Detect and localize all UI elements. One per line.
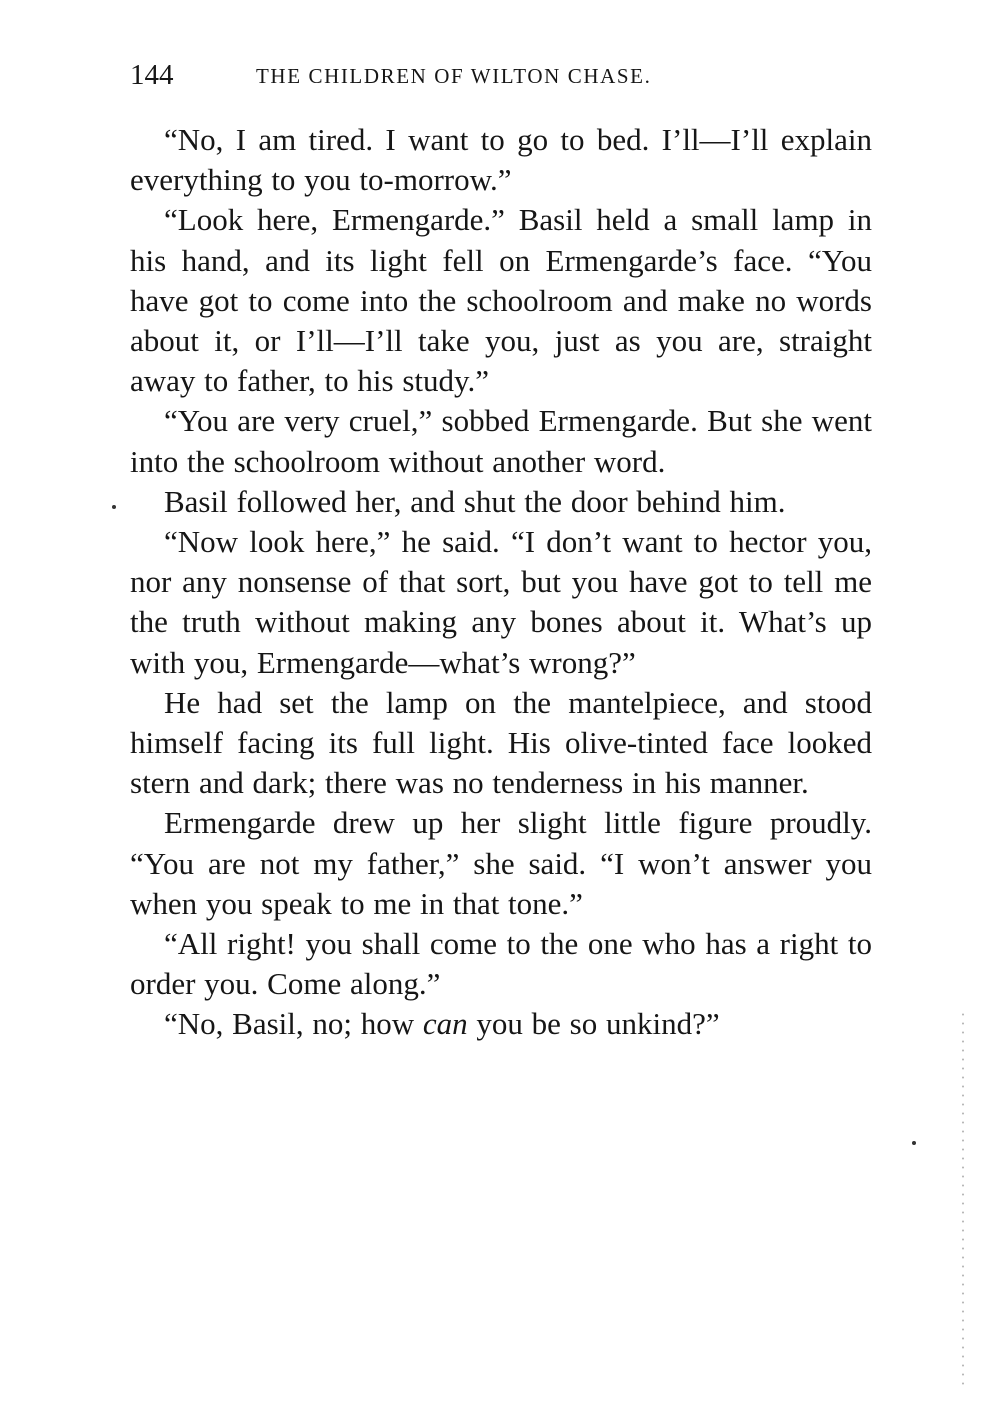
ink-speck [112, 505, 116, 509]
paragraph: “Now look here,” he said. “I don’t want to hector you, nor any nonsense of that sort, but you have got to tell me the truth without making any bones about it. What’s up with you, Ermengarde—what’s wrong?” [130, 524, 872, 680]
paragraph: “All right! you shall come to the one who has a right to order you. Come along.” [130, 926, 872, 1002]
last-paragraph-start: “No, Basil, no; how [164, 1006, 423, 1042]
paragraph: “Look here, Ermengarde.” Basil held a small lamp in his hand, and its light fell on Ermengarde’s face. “You have got to come into the schoolroom and make no words about it, or I’ll—I’ll take you, just as you are, straight away to father, to his study.” [130, 202, 872, 399]
running-head [130, 58, 872, 92]
paragraph: He had set the lamp on the mantelpiece, and stood himself facing its full light. His olive-tinted face looked stern and dark; there was no tenderness in his manner. [130, 684, 872, 801]
book-title: THE CHILDREN OF WILTON CHASE. [256, 64, 652, 88]
paragraph: Basil followed her, and shut the door behind him. [164, 483, 786, 519]
last-paragraph [130, 1004, 872, 1044]
paragraph: “No, I am tired. I want to go to bed. I’ll—I’ll explain everything to you to-morrow.” [130, 122, 872, 198]
paragraph: Ermengarde drew up her slight little figure proudly. “You are not my father,” she said. “I won’t answer you when you speak to me in that tone.” [130, 805, 872, 921]
page-number: 144 [130, 59, 174, 91]
ink-speck [912, 1141, 916, 1145]
emphasized-word: can [422, 1006, 468, 1042]
page-edge-dots [962, 1010, 964, 1390]
paragraph: “You are very cruel,” sobbed Ermengarde. But she went into the schoolroom without another word. [130, 403, 872, 479]
last-paragraph-end: you be so unkind?” [467, 1006, 720, 1042]
body-text [130, 120, 872, 1045]
